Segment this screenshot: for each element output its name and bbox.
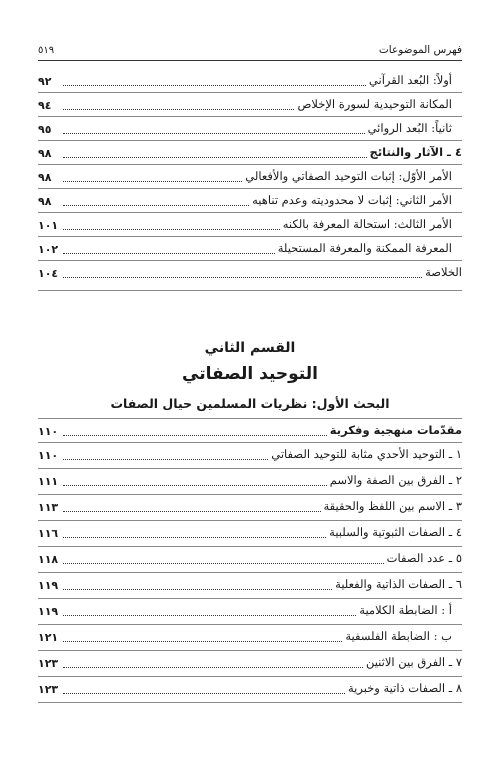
- dot-leader: [63, 511, 321, 512]
- dot-leader: [63, 667, 363, 668]
- row-divider: [38, 290, 462, 291]
- dot-leader: [63, 615, 356, 616]
- row-divider: [38, 418, 462, 419]
- dot-leader: [63, 459, 268, 460]
- toc-entry: [38, 444, 462, 466]
- toc-entry-page: ١١٨: [38, 552, 59, 566]
- dot-leader: [63, 181, 242, 182]
- row-divider: [38, 164, 462, 165]
- toc-entry: [38, 652, 462, 674]
- toc-entry: [38, 94, 462, 116]
- toc-entry-page: ١١٦: [38, 526, 59, 540]
- toc-entry: [38, 678, 462, 700]
- toc-entry-page: ١٠٤: [38, 266, 59, 280]
- toc-entry-label: الخلاصة: [425, 265, 462, 280]
- toc-entry-page: ١٢٣: [38, 656, 59, 670]
- toc-entry: [38, 214, 462, 236]
- header-title: فهرس الموضوعات: [378, 44, 462, 56]
- row-divider: [38, 140, 462, 141]
- toc-entry-page: ١٢٣: [38, 682, 59, 696]
- toc-entry-page: ٩٢: [38, 74, 52, 88]
- toc-entry-page: ١١١: [38, 474, 59, 488]
- row-divider: [38, 572, 462, 573]
- row-divider: [38, 676, 462, 677]
- toc-entry-label: المعرفة الممكنة والمعرفة المستحيلة: [277, 241, 452, 256]
- toc-entry-page: ٩٤: [38, 98, 52, 112]
- dot-leader: [63, 85, 366, 86]
- toc-entry-label: ٨ ـ الصفات ذاتية وخبرية: [348, 681, 462, 696]
- toc-entry: [38, 190, 462, 212]
- row-divider: [38, 546, 462, 547]
- toc-entry: [38, 420, 462, 442]
- row-divider: [38, 212, 462, 213]
- toc-entry-page: ١٠٢: [38, 242, 59, 256]
- toc-entry-page: ١١٩: [38, 578, 59, 592]
- toc-entry-page: ٩٨: [38, 170, 52, 184]
- dot-leader: [63, 589, 332, 590]
- toc-entry-label: ٣ ـ الاسم بين اللفظ والحقيقة: [323, 499, 462, 514]
- row-divider: [38, 624, 462, 625]
- toc-entry: [38, 238, 462, 260]
- dot-leader: [63, 485, 327, 486]
- toc-entry: [38, 522, 462, 544]
- row-divider: [38, 442, 462, 443]
- dot-leader: [63, 157, 367, 158]
- toc-entry: [38, 574, 462, 596]
- toc-entry-label: أولاً: البُعد القرآني: [368, 73, 452, 88]
- row-divider: [38, 188, 462, 189]
- toc-entry-page: ١١٠: [38, 424, 59, 438]
- dot-leader: [63, 693, 345, 694]
- dot-leader: [63, 109, 294, 110]
- toc-entry-label: ثانياً: البُعد الروائي: [367, 121, 452, 136]
- row-divider: [38, 260, 462, 261]
- toc-entry: [38, 548, 462, 570]
- row-divider: [38, 650, 462, 651]
- page-header: [38, 42, 462, 58]
- toc-entry-page: ١١٠: [38, 448, 59, 462]
- toc-entry-label: ١ ـ التوحيد الأحدي مثابة للتوحيد الصفاتي: [271, 447, 462, 462]
- toc-entry: [38, 166, 462, 188]
- toc-entry-page: ٩٨: [38, 194, 52, 208]
- toc-entry: [38, 118, 462, 140]
- part-heading: القسم الثاني: [204, 340, 296, 356]
- toc-entry-label: الأمر الثالث: استحالة المعرفة بالكنه: [282, 217, 452, 232]
- header-rule: [38, 60, 462, 61]
- toc-entry-page: ١١٩: [38, 604, 59, 618]
- toc-entry-page: ١١٣: [38, 500, 59, 514]
- toc-entry-page: ١٢١: [38, 630, 59, 644]
- toc-entry-page: ٩٨: [38, 146, 52, 160]
- toc-entry: [38, 496, 462, 518]
- toc-entry-label: ٤ ـ الصفات الثبوتية والسلبية: [329, 525, 462, 540]
- row-divider: [38, 494, 462, 495]
- chapter-heading: البحث الأول: نظريات المسلمين حيال الصفات: [110, 396, 390, 411]
- row-divider: [38, 702, 462, 703]
- toc-entry-label: مقدّمات منهجية وفكرية: [329, 423, 462, 438]
- toc-entry-label: ب : الضابطة الفلسفية: [345, 629, 452, 644]
- toc-entry-label: ٢ ـ الفرق بين الصفة والاسم: [329, 473, 462, 488]
- dot-leader: [63, 253, 275, 254]
- toc-entry-page: ٩٥: [38, 122, 52, 136]
- row-divider: [38, 116, 462, 117]
- row-divider: [38, 598, 462, 599]
- toc-entry-label: الأمر الثاني: إثبات لا محدوديته وعدم تناهيه: [252, 193, 452, 208]
- row-divider: [38, 520, 462, 521]
- toc-entry-page: ١٠١: [38, 218, 59, 232]
- row-divider: [38, 468, 462, 469]
- toc-entry-label: الأمر الأوّل: إثبات التوحيد الصفاتي والأفعالي: [245, 169, 452, 184]
- row-divider: [38, 92, 462, 93]
- dot-leader: [63, 205, 249, 206]
- toc-entry-label: ٥ ـ عدد الصفات: [386, 551, 462, 566]
- toc-entry: [38, 600, 462, 622]
- dot-leader: [63, 435, 327, 436]
- toc-entry-label: ٦ ـ الصفات الذاتية والفعلية: [335, 577, 462, 592]
- toc-entry-label: ٤ ـ الآثار والنتائج: [369, 145, 462, 160]
- toc-entry-label: المكانة التوحيدية لسورة الإخلاص: [297, 97, 452, 112]
- toc-entry: [38, 470, 462, 492]
- toc-entry-label: ٧ ـ الفرق بين الاثنين: [365, 655, 462, 670]
- dot-leader: [63, 229, 280, 230]
- row-divider: [38, 236, 462, 237]
- dot-leader: [63, 277, 422, 278]
- toc-entry: [38, 70, 462, 92]
- dot-leader: [63, 133, 365, 134]
- header-page-number: ٥١٩: [38, 44, 55, 56]
- toc-entry: [38, 626, 462, 648]
- section-title: التوحيد الصفاتي: [182, 364, 318, 384]
- toc-entry-label: أ : الضابطة الكلامية: [359, 603, 452, 618]
- toc-entry: [38, 262, 462, 284]
- dot-leader: [63, 563, 384, 564]
- dot-leader: [63, 537, 326, 538]
- dot-leader: [63, 641, 342, 642]
- toc-entry: [38, 142, 462, 164]
